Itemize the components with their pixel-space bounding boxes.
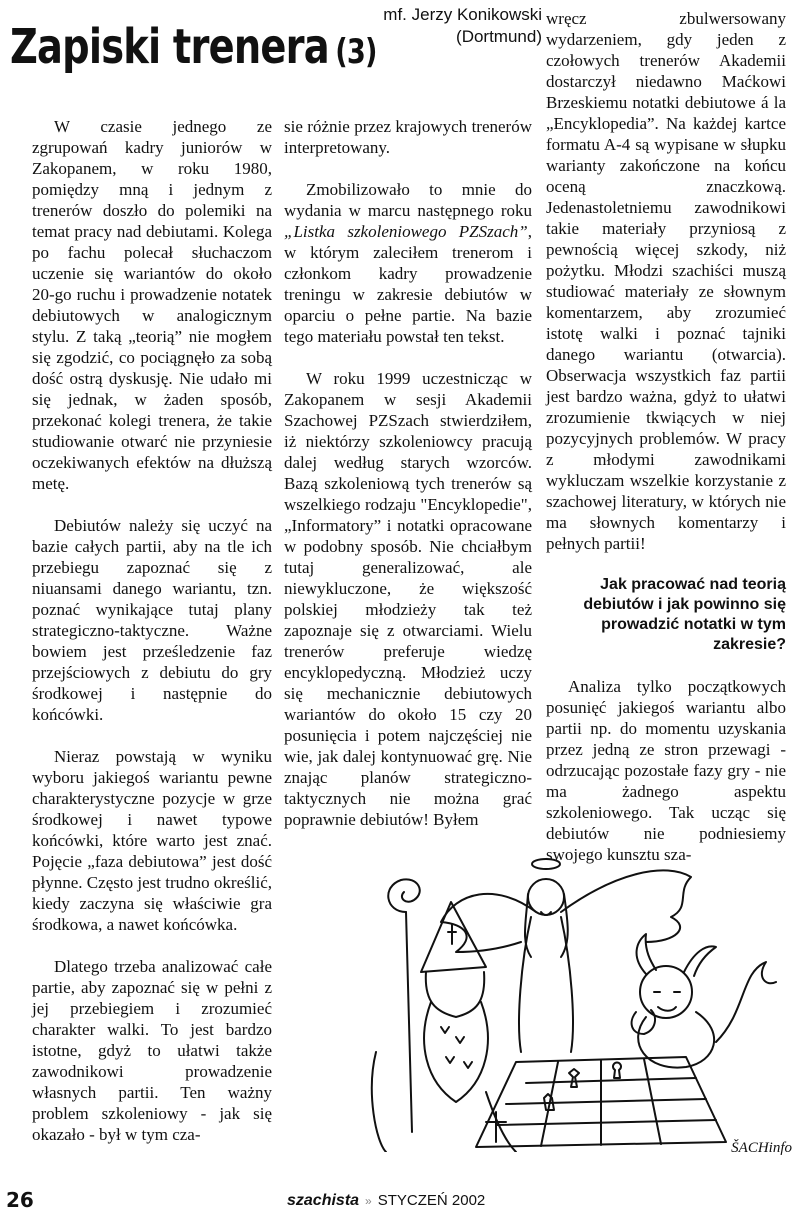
paragraph: Debiutów należy się uczyć na bazie całych partii, aby na tle ich przebiegu zapoznać się z niuansami danego wariantu, tzn. poznać wynikające tutaj plany strategiczno-taktyczne. Ważne bowiem jest prześledzenie faz przejściowych z debiutu do gry środkowej i następnie do końcówki.: [32, 516, 272, 724]
article-title: [10, 12, 377, 82]
magazine-name: szachista: [287, 1192, 360, 1209]
paragraph: W roku 1999 uczestnicząc w Zakopanem w sesji Akademii Szachowej PZSzach stwierdziłem, iż niektórzy szkoleniowcy pracują dalej według starych wzorców. Bazą szkoleniową tych trenerów są wszelkiego rodzaju "Encyklopedie", „Informatory” i notatki opracowane w podobny sposób. Nie chciałbym tutaj generalizować, ale niewykluczone, że większość polskiej młodzieży tak też zapoznaje się z otwarciami. Wielu trenerów preferuje wiedzę encyklopedyczną. Młodzież uczy się mechanicznie debiutowych wariantów do około 15 czy 20 posunięcia i potem najczęściej nie wie, jak dalej kontynuować grę. Nie znając planów strategiczno-taktycznych nie można grać poprawnie debiutów! Byłem: [284, 369, 532, 829]
cross-icon: [486, 1112, 506, 1142]
author-location: (Dortmund): [456, 27, 542, 46]
devil-horn-left: [637, 934, 656, 974]
bishop-face: [426, 972, 484, 1017]
devil-tail: [716, 962, 776, 1042]
angel-hair: [525, 894, 568, 957]
halo: [532, 859, 560, 869]
author-name: mf. Jerzy Konikowski: [383, 5, 542, 24]
page-number: 26: [6, 1188, 34, 1212]
crozier-staff: [406, 912, 412, 1132]
paragraph: Dlatego trzeba analizować całe partie, aby zapoznać się w pełni z jej przebiegiem i zrozumieć charakter walki. To jest bardzo istotne, gdyż to ułatwi także zawodnikowi prowadzenie własnych partii. Ten ważny problem szkoleniowy - jak się okazało - był w tym cza-: [32, 957, 272, 1144]
column-3: [546, 8, 786, 886]
author-block: [318, 4, 542, 48]
title-text: Zapiski trenera: [10, 19, 329, 75]
title-number: (3): [335, 32, 377, 72]
bishop-mitre: [421, 902, 486, 972]
illustration-credit: ŠACHinfo: [731, 1140, 792, 1156]
devil-horn-right: [684, 946, 716, 976]
cartoon-illustration: [346, 852, 786, 1152]
paragraph: [284, 179, 532, 347]
separator-icon: »: [365, 1194, 372, 1208]
paragraph-text: Zmobilizowało to mnie do wydania w marcu następnego roku: [284, 180, 532, 220]
paragraph: wręcz zbulwersowany wydarzeniem, gdy jeden z czołowych trenerów Akademii dostarczył niedawno Maćkowi Brzeskiemu notatki debiutowe á la „Encyklopedia”. Na każdej kartce formatu A-4 są wypisane w słupku warianty zakończone na końcu oceną znaczkową. Jedenastoletniemu zawodnikowi takie materiały przyniosą z pewnością więcej szkody, niż pożytku. Młodzi szachiści muszą studiować materiały ze słownym komentarzem, aby zrozumieć istotę walki i poznać tajniki danego wariantu (otwarcia). Obserwacja wszystkich faz partii jest bardzo ważna, gdyż to ułatwi zrozumienie tkwiących w niej pozycyjnych problemów. W pracy z młodymi zawodnikami wykluczam wszelkie korzystanie z szachowej literatury, w których nie ma słownych komentarzy i pełnych partii!: [546, 9, 786, 553]
paragraph: Nieraz powstają w wyniku wyboru jakiegoś wariantu pewne charakterystyczne pozycje w grze środkowej i nawet typowe końcówki, które warto jest znać. Pojęcie „faza debiutowa” jest dość płynne. Często jest trudno określić, kiedy zaczyna się właściwie gra środkowa, a nawet końcówka.: [32, 747, 272, 934]
column-2: [284, 116, 532, 851]
column-1: [32, 116, 272, 1166]
devil-body: [638, 1012, 714, 1068]
angel-robe: [519, 917, 573, 1052]
section-subheading: Jak pracować nad teorią debiutów i jak powinno się prowadzić notatki w tym zakresie?: [583, 576, 786, 653]
chess-piece: [613, 1063, 621, 1078]
paragraph-text: , w którym zaleciłem trenerom i członkom kadry prowadzenie treningu w zakresie debiutów w oparciu o pełne partie. Na bazie tego materiału powstał ten tekst.: [284, 222, 532, 346]
paragraph: W czasie jednego ze zgrupowań kadry juniorów w Zakopanem, w roku 1980, pomiędzy mną i jednym z trenerów doszło do polemiki na temat pracy nad debiutami. Kolega po fachu polecał słuchaczom uczenie się wariantów do około 20-go ruchu i prowadzenie notatek debiutowych w analogicznym stylu. Z taką „teorią” nie mogłem się zgodzić, co pociągnęło za sobą dość ostrą dyskusję. Nie udało mi się jednak, w żaden sposób, przekonać kolegi trenera, że takie studiowanie otwarć nie przyniesie oczekiwanych efektów na dłuższą metę.: [32, 117, 272, 493]
paragraph: Analiza tylko początkowych posunięć jakiegoś wariantu albo partii np. do momentu uzyskania przez jedną ze stron przewagi - odrzucając pozostałe fazy gry - nie ma żadnego aspektu szkoleniowego. Tak ucząc się debiutów nie podniesiemy swojego kunsztu sza-: [546, 677, 786, 864]
angel-wing-left: [441, 894, 536, 952]
angel-head: [528, 879, 564, 915]
footer-magazine: [287, 1192, 485, 1210]
issue-date: STYCZEŃ 2002: [377, 1192, 486, 1209]
emphasis-title: „Listka szkoleniowego PZSzach”: [284, 222, 528, 241]
chess-piece: [569, 1069, 579, 1087]
angel-wing-right: [561, 870, 691, 942]
paragraph: sie różnie przez krajowych trenerów interpretowany.: [284, 117, 532, 157]
